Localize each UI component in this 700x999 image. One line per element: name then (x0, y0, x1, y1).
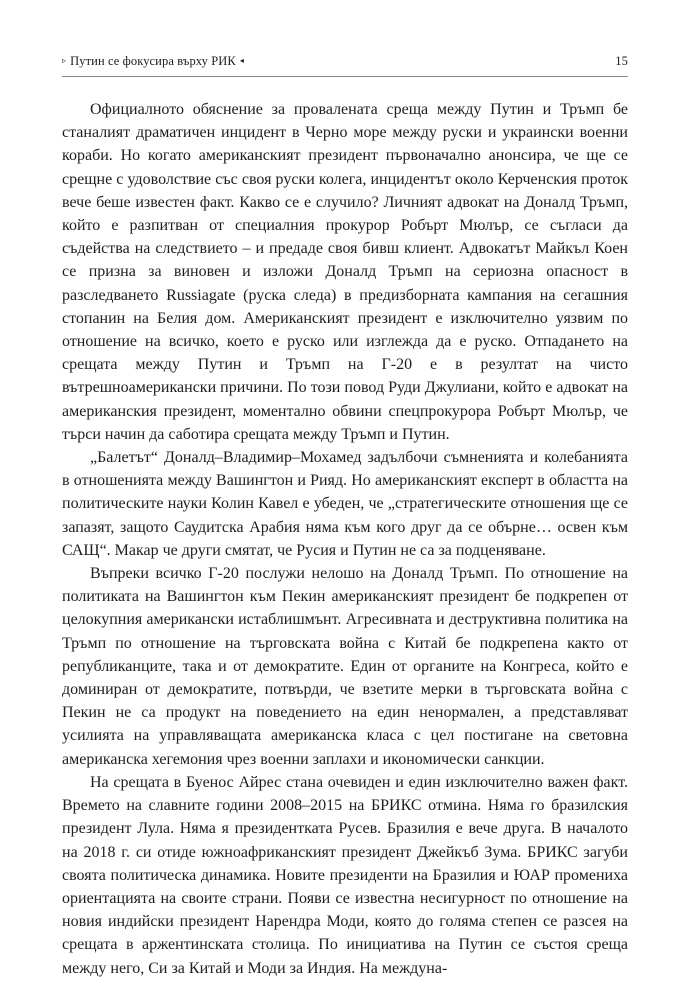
marker-right-icon: ◂ (239, 56, 244, 65)
paragraph: На срещата в Буенос Айрес стана очевиден и един изключително важен факт. Времето на славните години 2008–2015 на БРИКС отмина. Няма го бразилския президент Лула. Няма я президентката Русев. Бразилия е вече друга. В началото на 2018 г. си отиде южноафриканският президент Джейкъб Зума. БРИКС загуби своята политическа динамика. Новите президенти на Бразилия и ЮАР промениха ориентацията на своите страни. Появи се известна несигурност по отношение на новия индийски президент Нарендра Моди, която до голяма степен се разсея на срещата в аржентинската столица. По инициатива на Путин се състоя среща между него, Си за Китай и Моди за Индия. На междуна- (62, 773, 628, 977)
paragraph: Въпреки всичко Г-20 послужи нелошо на Доналд Тръмп. По отношение на политиката на Вашингтон към Пекин американският президент бе подкрепен от целокупния американски истаблишмънт. Агресивната и деструктивна политика на Тръмп по отношение на търговската война с Китай бе подкрепена както от републиканците, така и от демократите. Един от органите на Конгреса, който е доминиран от демократите, потвърди, че взетите мерки в търговската война с Пекин не са продукт на поведението на един ненормален, а представляват усилията на управляващата американска класа с цел постигане на световна американска хегемония чрез военни заплахи и икономически санкции. (62, 565, 628, 768)
paragraph: „Балетът“ Доналд–Владимир–Мохамед задълбочи съмненията и колебанията в отношенията между Вашингтон и Рияд. Но американският експерт в областта на политическите науки Колин Кавел е убеден, че „стратегическите отношения ще се запазят, защото Саудитска Арабия няма към кого друг да се обърне… освен към САЩ“. Макар че други смятат, че Русия и Путин не са за подценяване. (62, 449, 628, 559)
header-rule (62, 76, 628, 77)
marker-left-icon: ▹ (62, 56, 67, 65)
running-title: Путин се фокусира върху РИК (70, 54, 236, 68)
paragraph: Официалното обяснение за провалената среща между Путин и Тръмп бе станалият драматичен инцидент в Черно море между руски и украински военни кораби. Но когато американският президент първоначално анонсира, че ще се срещне с удоволствие със своя руски колега, инцидентът около Керченския проток вече беше известен факт. Какво се е случило? Личният адвокат на Доналд Тръмп, който е разпитван от специалния прокурор Робърт Мюлър, се съгласи да съдейства на следствието – и предаде своя бивш клиент. Адвокатът Майкъл Коен се призна за виновен и изложи Доналд Тръмп на сериозна опасност в разследването Russiagate (руска следа) в предизборната кампания на сегашния стопанин на Белия дом. Американският президент е изключително уязвим по отношение на всичко, което е руско или изглежда да е руско. Отпадането на срещата между Путин и Тръмп на Г-20 е в резултат на чисто вътрешноамерикански причини. По този повод Руди Джулиани, който е адвокат на американския президент, моментално обвини спецпрокурора Робърт Мюлър, че търси начин да саботира срещата между Тръмп и Путин. (62, 101, 628, 443)
page-number: 15 (615, 54, 628, 68)
body-text (62, 98, 628, 980)
page-header (62, 54, 628, 69)
running-head (62, 54, 248, 69)
